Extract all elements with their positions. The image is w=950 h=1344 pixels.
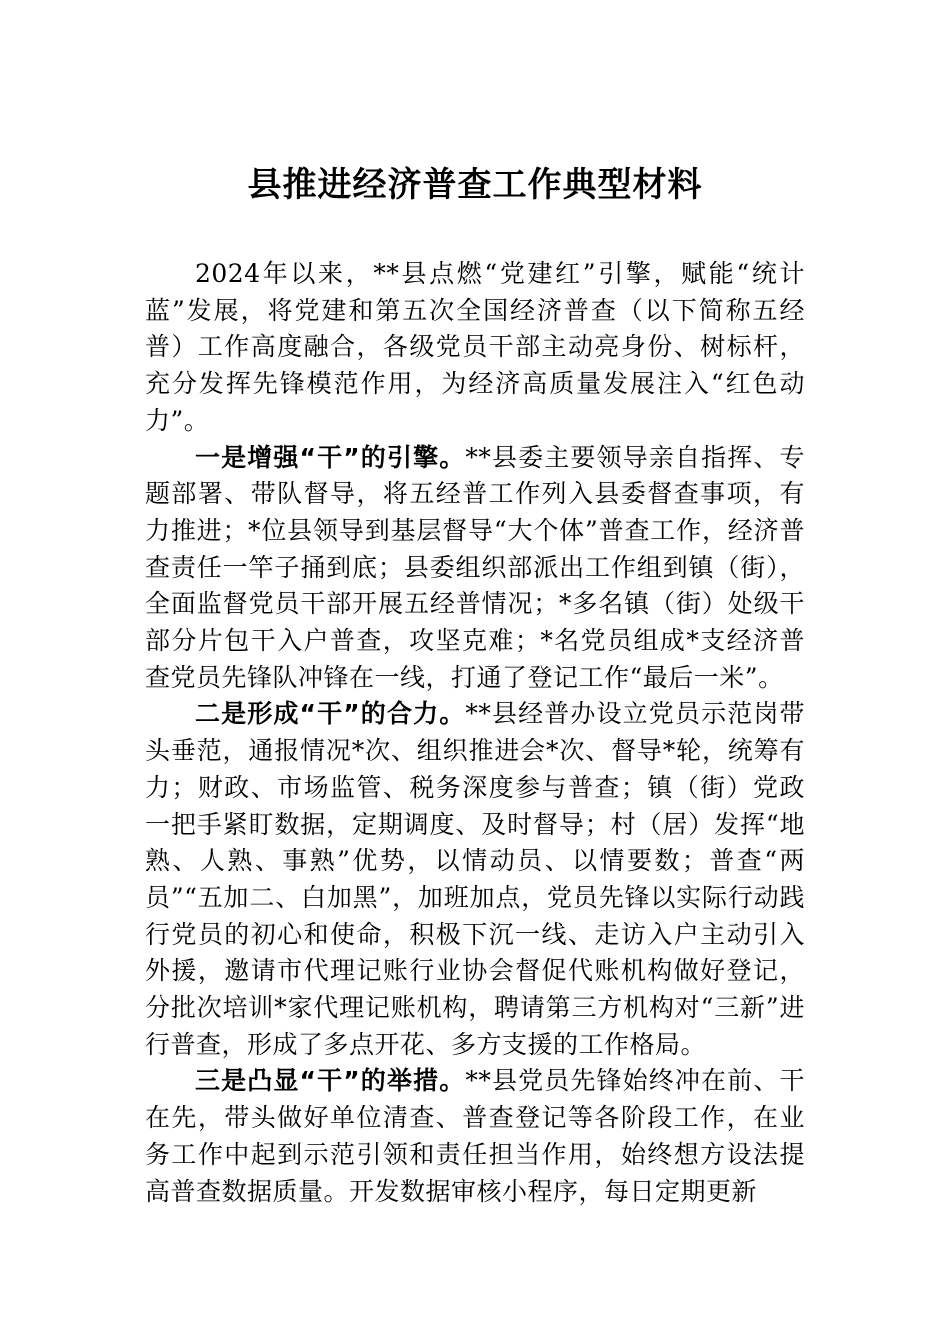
section-lead-3: 三是凸显“干”的举措。 — [195, 1066, 466, 1096]
section-paragraph-2 — [145, 696, 805, 1063]
section-text-1: **县委主要领导亲自指挥、专题部署、带队督导，将五经普工作列入县委督查事项，有力推进；*位县领导到基层督导“大个体”普查工作，经济普查责任一竿子捅到底；县委组织部派出工作组到镇（街），全面监督党员干部开展五经普情况；*多名镇（街）处级干部分片包干入户普查，攻坚克难；*名党员组成*支经济普查党员先锋队冲锋在一线，打通了登记工作“最后一米”。 — [145, 442, 805, 692]
section-paragraph-1 — [145, 440, 805, 697]
section-lead-1: 一是增强“干”的引擎。 — [195, 442, 466, 472]
document-title: 县推进经济普查工作典型材料 — [247, 165, 703, 205]
document-body — [145, 256, 805, 1210]
section-text-2: **县经普办设立党员示范岗带头垂范，通报情况*次、组织推进会*次、督导*轮，统筹有力；财政、市场监管、税务深度参与普查；镇（街）党政一把手紧盯数据，定期调度、及时督导；村（居）发挥“地熟、人熟、事熟”优势，以情动员、以情要数；普查“两员”“五加二、白加黑”，加班加点，党员先锋以实际行动践行党员的初心和使命，积极下沉一线、走访入户主动引入外援，邀请市代理记账行业协会督促代账机构做好登记，分批次培训*家代理记账机构，聘请第三方机构对“三新”进行普查，形成了多点开花、多方支援的工作格局。 — [145, 699, 805, 1059]
section-lead-2: 二是形成“干”的合力。 — [195, 699, 466, 729]
intro-paragraph: 2024年以来，**县点燃“党建红”引擎，赋能“统计蓝”发展，将党建和第五次全国经济普查（以下简称五经普）工作高度融合，各级党员干部主动亮身份、树标杆，充分发挥先锋模范作用，为经济高质量发展注入“红色动力”。 — [145, 259, 805, 435]
section-text-3: **县党员先锋始终冲在前、干在先，带头做好单位清查、普查登记等各阶段工作，在业务工作中起到示范引领和责任担当作用，始终想方设法提高普查数据质量。开发数据审核小程序，每日定期更新 — [145, 1066, 805, 1206]
section-paragraph-3 — [145, 1063, 805, 1210]
